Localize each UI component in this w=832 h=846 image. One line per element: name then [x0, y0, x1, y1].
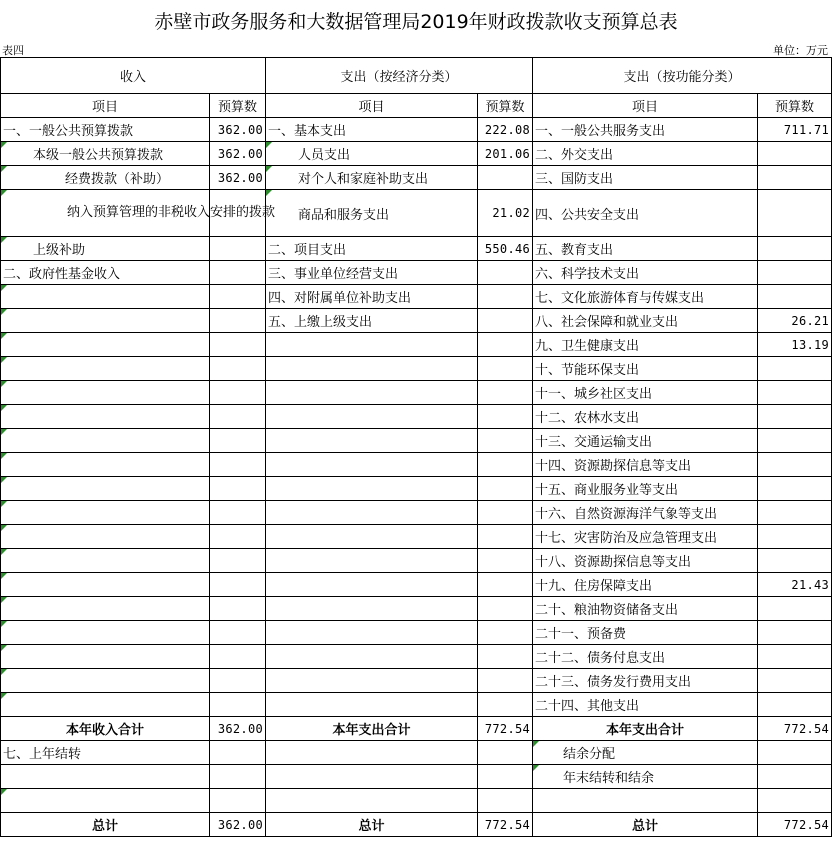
func-amount [758, 549, 832, 573]
income-amount: 362.00 [210, 142, 266, 166]
econ-item [266, 429, 478, 453]
econ-amount [478, 573, 533, 597]
func-amount: 21.43 [758, 573, 832, 597]
econ-item [266, 693, 478, 717]
econ-amount [478, 789, 533, 813]
col-header-item: 项目 [1, 94, 210, 118]
econ-item: 人员支出 [266, 142, 478, 166]
econ-item: 一、基本支出 [266, 118, 478, 142]
econ-amount [478, 501, 533, 525]
table-row [1, 166, 832, 190]
func-item: 十七、灾害防治及应急管理支出 [533, 525, 758, 549]
table-row [1, 669, 832, 693]
income-item [1, 789, 210, 813]
econ-item [266, 573, 478, 597]
year-income-total-label: 本年收入合计 [1, 717, 210, 741]
income-amount: 362.00 [210, 166, 266, 190]
col-header-item: 项目 [533, 94, 758, 118]
income-item [1, 765, 210, 789]
year-income-total-value: 362.00 [210, 717, 266, 741]
income-item: 二、政府性基金收入 [1, 261, 210, 285]
income-item: 上级补助 [1, 237, 210, 261]
econ-amount [478, 645, 533, 669]
income-item [1, 525, 210, 549]
func-amount [758, 669, 832, 693]
income-item [1, 357, 210, 381]
func-item: 二、外交支出 [533, 142, 758, 166]
func-item: 五、教育支出 [533, 237, 758, 261]
table-row [1, 405, 832, 429]
econ-item [266, 405, 478, 429]
func-amount [758, 693, 832, 717]
income-item [1, 405, 210, 429]
grand-total-value-econ: 772.54 [478, 813, 533, 837]
table-row [1, 645, 832, 669]
table-row [1, 118, 832, 142]
income-item: 本级一般公共预算拨款 [1, 142, 210, 166]
col-header-amount: 预算数 [478, 94, 533, 118]
econ-item [266, 645, 478, 669]
income-amount [210, 381, 266, 405]
year-total-row [1, 717, 832, 741]
econ-amount [478, 549, 533, 573]
func-amount: 711.71 [758, 118, 832, 142]
econ-amount [478, 741, 533, 765]
income-item [1, 333, 210, 357]
func-item: 十八、资源勘探信息等支出 [533, 549, 758, 573]
income-item [1, 453, 210, 477]
income-item: 一、一般公共预算拨款 [1, 118, 210, 142]
func-item: 十五、商业服务业等支出 [533, 477, 758, 501]
econ-amount [478, 309, 533, 333]
func-amount [758, 741, 832, 765]
func-item: 三、国防支出 [533, 166, 758, 190]
econ-amount [478, 477, 533, 501]
income-amount: 362.00 [210, 118, 266, 142]
year-econ-total-value: 772.54 [478, 717, 533, 741]
econ-amount [478, 357, 533, 381]
income-amount [210, 477, 266, 501]
income-item [1, 621, 210, 645]
func-item: 年末结转和结余 [533, 765, 758, 789]
econ-amount [478, 429, 533, 453]
func-amount [758, 142, 832, 166]
income-amount [210, 741, 266, 765]
income-amount [210, 453, 266, 477]
income-amount [210, 573, 266, 597]
econ-amount [478, 261, 533, 285]
table-row [1, 765, 832, 789]
income-amount [210, 621, 266, 645]
income-amount [210, 525, 266, 549]
func-item: 二十三、债务发行费用支出 [533, 669, 758, 693]
econ-amount [478, 453, 533, 477]
func-item: 一、一般公共服务支出 [533, 118, 758, 142]
income-amount [210, 597, 266, 621]
table-row [1, 429, 832, 453]
econ-item [266, 381, 478, 405]
econ-item [266, 549, 478, 573]
table-row [1, 285, 832, 309]
income-amount [210, 405, 266, 429]
income-amount [210, 190, 266, 237]
func-amount: 13.19 [758, 333, 832, 357]
func-amount [758, 789, 832, 813]
income-amount [210, 333, 266, 357]
table-row [1, 357, 832, 381]
table-row [1, 621, 832, 645]
income-amount [210, 501, 266, 525]
grand-total-label-func: 总计 [533, 813, 758, 837]
income-item [1, 501, 210, 525]
income-item [1, 669, 210, 693]
income-item [1, 597, 210, 621]
func-amount [758, 453, 832, 477]
income-item [1, 573, 210, 597]
func-item [533, 789, 758, 813]
income-item [1, 549, 210, 573]
econ-item [266, 621, 478, 645]
income-item [1, 477, 210, 501]
col-header-item: 项目 [266, 94, 478, 118]
func-item: 十四、资源勘探信息等支出 [533, 453, 758, 477]
func-item: 四、公共安全支出 [533, 190, 758, 237]
econ-amount: 222.08 [478, 118, 533, 142]
func-amount [758, 357, 832, 381]
income-amount [210, 237, 266, 261]
func-amount [758, 477, 832, 501]
grand-total-value-func: 772.54 [758, 813, 832, 837]
econ-item [266, 357, 478, 381]
table-row [1, 789, 832, 813]
year-econ-total-label: 本年支出合计 [266, 717, 478, 741]
econ-amount [478, 285, 533, 309]
report-title: 赤壁市政务服务和大数据管理局2019年财政拨款收支预算总表 [154, 11, 678, 33]
income-item: 纳入预算管理的非税收入安排的拨款 [1, 190, 210, 237]
func-item: 七、文化旅游体育与传媒支出 [533, 285, 758, 309]
func-amount [758, 501, 832, 525]
func-amount [758, 166, 832, 190]
func-item: 二十一、预备费 [533, 621, 758, 645]
func-amount [758, 190, 832, 237]
func-item: 结余分配 [533, 741, 758, 765]
econ-amount: 201.06 [478, 142, 533, 166]
table-row [1, 501, 832, 525]
table-row [1, 573, 832, 597]
section-income: 收入 [1, 58, 266, 94]
income-amount [210, 693, 266, 717]
income-item: 经费拨款（补助） [1, 166, 210, 190]
econ-item [266, 597, 478, 621]
econ-amount [478, 525, 533, 549]
income-amount [210, 765, 266, 789]
income-amount [210, 309, 266, 333]
econ-item [266, 765, 478, 789]
func-item: 九、卫生健康支出 [533, 333, 758, 357]
income-item: 七、上年结转 [1, 741, 210, 765]
col-header-amount: 预算数 [758, 94, 832, 118]
section-header-row [1, 58, 832, 94]
econ-item: 对个人和家庭补助支出 [266, 166, 478, 190]
budget-table [0, 57, 832, 837]
func-item: 十一、城乡社区支出 [533, 381, 758, 405]
func-item: 六、科学技术支出 [533, 261, 758, 285]
func-amount [758, 237, 832, 261]
econ-amount [478, 669, 533, 693]
grand-total-label-econ: 总计 [266, 813, 478, 837]
func-item: 二十、粮油物资储备支出 [533, 597, 758, 621]
table-row [1, 142, 832, 166]
econ-amount [478, 765, 533, 789]
func-item: 二十二、债务付息支出 [533, 645, 758, 669]
func-amount [758, 381, 832, 405]
econ-item [266, 333, 478, 357]
econ-item: 四、对附属单位补助支出 [266, 285, 478, 309]
income-amount [210, 429, 266, 453]
econ-item [266, 669, 478, 693]
income-item [1, 693, 210, 717]
income-amount [210, 357, 266, 381]
econ-item [266, 453, 478, 477]
func-amount [758, 765, 832, 789]
col-header-amount: 预算数 [210, 94, 266, 118]
func-item: 十、节能环保支出 [533, 357, 758, 381]
table-row [1, 381, 832, 405]
table-row [1, 261, 832, 285]
income-item [1, 429, 210, 453]
econ-item: 商品和服务支出 [266, 190, 478, 237]
income-amount [210, 549, 266, 573]
income-item [1, 645, 210, 669]
func-amount [758, 645, 832, 669]
econ-item [266, 501, 478, 525]
unit-label: 单位：万元 [773, 44, 828, 57]
income-amount [210, 669, 266, 693]
func-item: 十六、自然资源海洋气象等支出 [533, 501, 758, 525]
econ-item: 三、事业单位经营支出 [266, 261, 478, 285]
func-amount [758, 261, 832, 285]
grand-total-row [1, 813, 832, 837]
econ-item [266, 741, 478, 765]
econ-item: 二、项目支出 [266, 237, 478, 261]
column-header-row [1, 94, 832, 118]
econ-amount [478, 333, 533, 357]
table-row [1, 597, 832, 621]
year-func-total-label: 本年支出合计 [533, 717, 758, 741]
func-amount [758, 597, 832, 621]
section-expenditure-functional: 支出（按功能分类） [533, 58, 832, 94]
func-amount [758, 621, 832, 645]
func-amount [758, 285, 832, 309]
econ-amount [478, 166, 533, 190]
econ-amount [478, 381, 533, 405]
grand-total-label-income: 总计 [1, 813, 210, 837]
econ-item [266, 477, 478, 501]
income-item [1, 285, 210, 309]
table-row [1, 309, 832, 333]
table-row [1, 237, 832, 261]
table-row [1, 333, 832, 357]
func-item: 二十四、其他支出 [533, 693, 758, 717]
year-func-total-value: 772.54 [758, 717, 832, 741]
section-expenditure-economic: 支出（按经济分类） [266, 58, 533, 94]
econ-amount [478, 405, 533, 429]
table-row [1, 477, 832, 501]
econ-amount [478, 621, 533, 645]
econ-item [266, 525, 478, 549]
func-item: 十二、农林水支出 [533, 405, 758, 429]
func-item: 八、社会保障和就业支出 [533, 309, 758, 333]
table-row [1, 190, 832, 237]
table-row [1, 693, 832, 717]
econ-amount: 21.02 [478, 190, 533, 237]
econ-amount [478, 597, 533, 621]
func-item: 十三、交通运输支出 [533, 429, 758, 453]
func-amount: 26.21 [758, 309, 832, 333]
econ-item: 五、上缴上级支出 [266, 309, 478, 333]
table-row [1, 549, 832, 573]
func-amount [758, 405, 832, 429]
income-amount [210, 789, 266, 813]
table-row [1, 525, 832, 549]
income-item [1, 309, 210, 333]
table-row [1, 741, 832, 765]
econ-item [266, 789, 478, 813]
func-item: 十九、住房保障支出 [533, 573, 758, 597]
grand-total-value-income: 362.00 [210, 813, 266, 837]
income-item [1, 381, 210, 405]
income-amount [210, 645, 266, 669]
table-number: 表四 [2, 44, 24, 57]
income-amount [210, 285, 266, 309]
econ-amount: 550.46 [478, 237, 533, 261]
econ-amount [478, 693, 533, 717]
table-row [1, 453, 832, 477]
income-amount [210, 261, 266, 285]
func-amount [758, 525, 832, 549]
func-amount [758, 429, 832, 453]
